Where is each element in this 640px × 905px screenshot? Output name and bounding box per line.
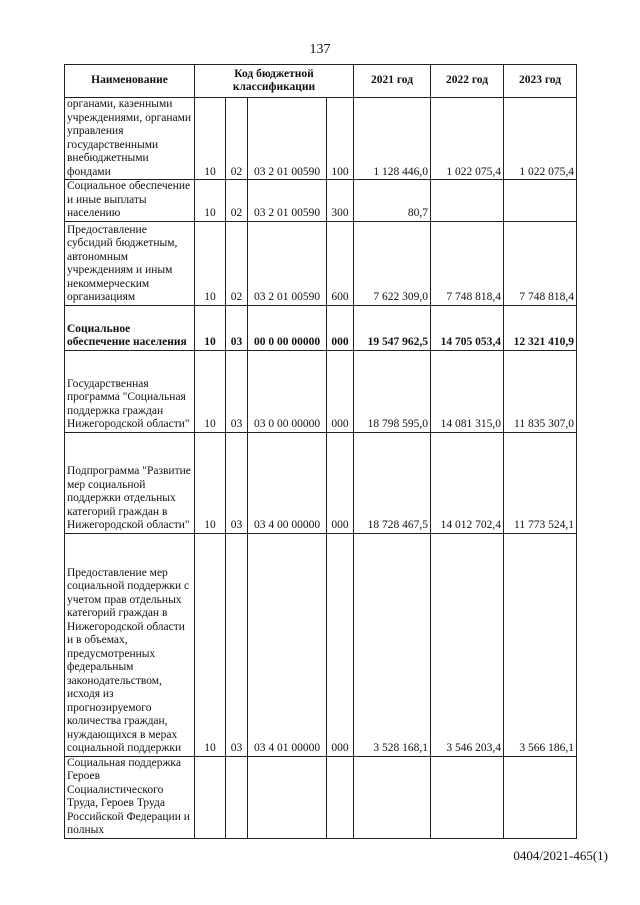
row-value-2023 (504, 180, 577, 222)
row-name: Предоставление субсидий бюджетным, автономным учреждениям и иным некоммерческим организациям (65, 221, 195, 305)
row-expense-type: 000 (327, 350, 354, 432)
row-value-2022 (431, 756, 504, 838)
row-value-2021: 18 728 467,5 (354, 432, 431, 533)
row-value-2022: 1 022 075,4 (431, 98, 504, 180)
row-value-2022: 7 748 818,4 (431, 221, 504, 305)
table-row (65, 305, 577, 350)
row-section (195, 756, 226, 838)
row-expense-type: 100 (327, 98, 354, 180)
row-target-code: 03 2 01 00590 (248, 221, 327, 305)
row-expense-type: 600 (327, 221, 354, 305)
table-row (65, 533, 577, 756)
row-name: Социальное обеспечение и иные выплаты населению (65, 180, 195, 222)
row-name: Социальное обеспечение населения (65, 305, 195, 350)
row-section: 10 (195, 221, 226, 305)
row-section: 10 (195, 180, 226, 222)
row-value-2023: 3 566 186,1 (504, 533, 577, 756)
row-value-2022 (431, 180, 504, 222)
row-value-2023: 12 321 410,9 (504, 305, 577, 350)
row-expense-type: 000 (327, 432, 354, 533)
row-subsection: 03 (226, 533, 248, 756)
row-value-2022: 14 012 702,4 (431, 432, 504, 533)
row-target-code: 03 2 01 00590 (248, 180, 327, 222)
row-value-2022: 3 546 203,4 (431, 533, 504, 756)
row-name: органами, казенными учреждениями, органами управления государственными внебюджетными фондами (65, 98, 195, 180)
header-2021: 2021 год (354, 65, 431, 98)
row-value-2021: 3 528 168,1 (354, 533, 431, 756)
row-value-2022: 14 705 053,4 (431, 305, 504, 350)
row-subsection: 02 (226, 180, 248, 222)
row-section: 10 (195, 432, 226, 533)
table-header-row (65, 65, 577, 98)
row-expense-type: 000 (327, 533, 354, 756)
row-target-code: 03 4 00 00000 (248, 432, 327, 533)
row-value-2023 (504, 756, 577, 838)
row-value-2021: 7 622 309,0 (354, 221, 431, 305)
table-row (65, 756, 577, 838)
row-value-2021 (354, 756, 431, 838)
row-value-2022: 14 081 315,0 (431, 350, 504, 432)
row-target-code: 03 2 01 00590 (248, 98, 327, 180)
row-value-2023: 11 835 307,0 (504, 350, 577, 432)
row-value-2023: 11 773 524,1 (504, 432, 577, 533)
row-section: 10 (195, 98, 226, 180)
table-row (65, 180, 577, 222)
header-2023: 2023 год (504, 65, 577, 98)
row-subsection: 03 (226, 350, 248, 432)
row-subsection: 03 (226, 432, 248, 533)
table-row (65, 350, 577, 432)
row-value-2023: 7 748 818,4 (504, 221, 577, 305)
header-2022: 2022 год (431, 65, 504, 98)
row-expense-type: 000 (327, 305, 354, 350)
row-value-2021: 1 128 446,0 (354, 98, 431, 180)
row-target-code: 03 4 01 00000 (248, 533, 327, 756)
table-row (65, 98, 577, 180)
row-value-2023: 1 022 075,4 (504, 98, 577, 180)
row-target-code (248, 756, 327, 838)
row-target-code: 03 0 00 00000 (248, 350, 327, 432)
row-name: Социальная поддержка Героев Социалистического Труда, Героев Труда Российской Федерации и полных (65, 756, 195, 838)
table-row (65, 432, 577, 533)
row-expense-type: 300 (327, 180, 354, 222)
row-target-code: 00 0 00 00000 (248, 305, 327, 350)
table-row (65, 221, 577, 305)
page-number: 137 (309, 42, 331, 57)
row-value-2021: 19 547 962,5 (354, 305, 431, 350)
budget-table (64, 64, 577, 839)
header-code: Код бюджетной классификации (195, 65, 354, 98)
row-expense-type (327, 756, 354, 838)
row-value-2021: 18 798 595,0 (354, 350, 431, 432)
row-subsection: 02 (226, 98, 248, 180)
row-section: 10 (195, 350, 226, 432)
document-code: 0404/2021-465(1) (513, 848, 608, 863)
row-name: Государственная программа "Социальная поддержка граждан Нижегородской области" (65, 350, 195, 432)
row-subsection (226, 756, 248, 838)
row-section: 10 (195, 533, 226, 756)
row-subsection: 02 (226, 221, 248, 305)
row-name: Предоставление мер социальной поддержки с учетом прав отдельных категорий граждан в Нижегородской области и в объемах, предусмотренных федеральным законодательством, исходя из прогнозируемого количества граждан, нуждающихся в мерах социальной поддержки (65, 533, 195, 756)
row-name: Подпрограмма "Развитие мер социальной поддержки отдельных категорий граждан в Нижегородской области" (65, 432, 195, 533)
row-value-2021: 80,7 (354, 180, 431, 222)
row-section: 10 (195, 305, 226, 350)
row-subsection: 03 (226, 305, 248, 350)
header-name: Наименование (65, 65, 195, 98)
